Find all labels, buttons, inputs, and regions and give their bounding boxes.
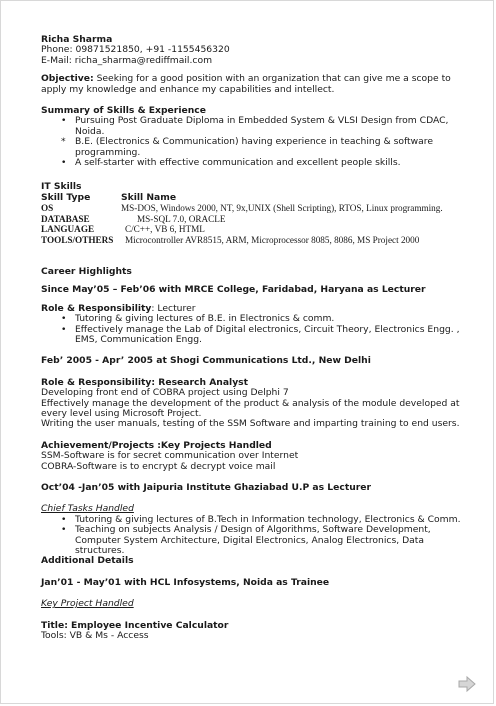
resume-content [41,35,471,641]
objective-label: Objective: [41,73,94,85]
skill-type: TOOLS/OTHERS [41,234,114,245]
summary-title: Summary of Skills & Experience [41,105,206,117]
achievement-line: COBRA-Software is to encrypt & decrypt voice mail [41,460,276,472]
job-heading: Jan’01 - May’01 with HCL Infosystems, Noida as Trainee [41,576,330,588]
table-row [41,214,461,224]
objective-text: Seeking for a good position with an organization that can give me a scope to apply my knowledge and enhance my capabilities and intellect. [41,73,451,95]
project-tools: Tools: VB & Ms - Access [41,630,149,642]
job-heading: Oct’04 -Jan’05 with Jaipuria Institute Ghaziabad U.P as Lecturer [41,482,372,493]
skill-type: LANGUAGE [41,224,95,235]
project-title: Title: Employee Incentive Calculator [41,619,229,631]
skill-name: Microcontroller AVR8515, ARM, Microprocessor 8085, 8086, MS Project 2000 [125,234,420,245]
column-header-skill-type: Skill Type [41,191,91,203]
it-skills-title: IT Skills [41,181,82,193]
table-row [41,224,461,234]
arrow-right-icon[interactable] [457,674,477,694]
project-label: Key Project Handled [41,598,134,610]
achievement-label: Achievement/Projects :Key Projects Handled [41,439,272,451]
list-item: • Teaching on subjects Analysis / Design of Algorithms, Software Development, Computer System Architecture, Digital Electronics, Analog Electronics, Data structures. [61,525,471,556]
column-header-skill-name: Skill Name [121,191,177,203]
it-skills-table [41,193,461,245]
phone-line: Phone: 09871521850, +91 -1155456320 [41,44,230,56]
email-line: E-Mail: richa_sharma@rediffmail.com [41,54,213,66]
job2-line: Effectively manage the development of the product & analysis of the module developed at every level using Microsoft Project. [41,397,460,419]
summary-list [41,116,471,168]
candidate-name: Richa Sharma [41,34,113,45]
list-item: * B.E. (Electronics & Communication) having experience in teaching & software programming. [61,137,471,158]
role-value: : Lecturer [151,302,196,314]
list-item: • Pursuing Post Graduate Diploma in Embedded System & VLSI Design from CDAC, Noida. [61,116,471,137]
table-row [41,193,461,203]
skill-name: MS-SQL 7.0, ORACLE [137,213,226,224]
job1-list [41,314,471,345]
job3-list [41,515,471,557]
list-item: • A self-starter with effective communication and excellent people skills. [61,158,471,168]
job-heading: Since May’05 – Feb’06 with MRCE College, Faridabad, Haryana as Lecturer [41,284,426,296]
achievement-line: SSM-Software is for secret communication over Internet [41,450,299,462]
table-row [41,203,461,213]
tasks-label: Chief Tasks Handled [41,503,134,515]
additional-title: Additional Details [41,555,134,567]
list-item: • Tutoring & giving lectures of B.E. in Electronics & comm. [61,314,471,324]
objective [41,74,471,95]
skill-name: C/C++, VB 6, HTML [125,224,205,235]
job2-line: Writing the user manuals, testing of the SSM Software and imparting training to end users. [41,418,460,430]
skill-type: OS [41,203,54,214]
job2-line: Developing front end of COBRA project using Delphi 7 [41,387,289,399]
list-item: • Tutoring & giving lectures of B.Tech in Information technology, Electronics & Comm. [61,515,471,525]
skill-name: MS-DOS, Windows 2000, NT, 9x,UNIX (Shell Scripting), RTOS, Linux programming. [121,203,443,214]
career-title: Career Highlights [41,265,132,277]
role-label: Role & Responsibility: Research Analyst [41,376,249,388]
table-row [41,235,461,245]
job-heading: Feb’ 2005 - Apr’ 2005 at Shogi Communications Ltd., New Delhi [41,355,371,367]
role-label: Role & Responsibility [41,302,152,314]
skill-type: DATABASE [41,213,90,224]
list-item: • Effectively manage the Lab of Digital electronics, Circuit Theory, Electronics Engg. , EMS, Communication Engg. [61,325,471,346]
